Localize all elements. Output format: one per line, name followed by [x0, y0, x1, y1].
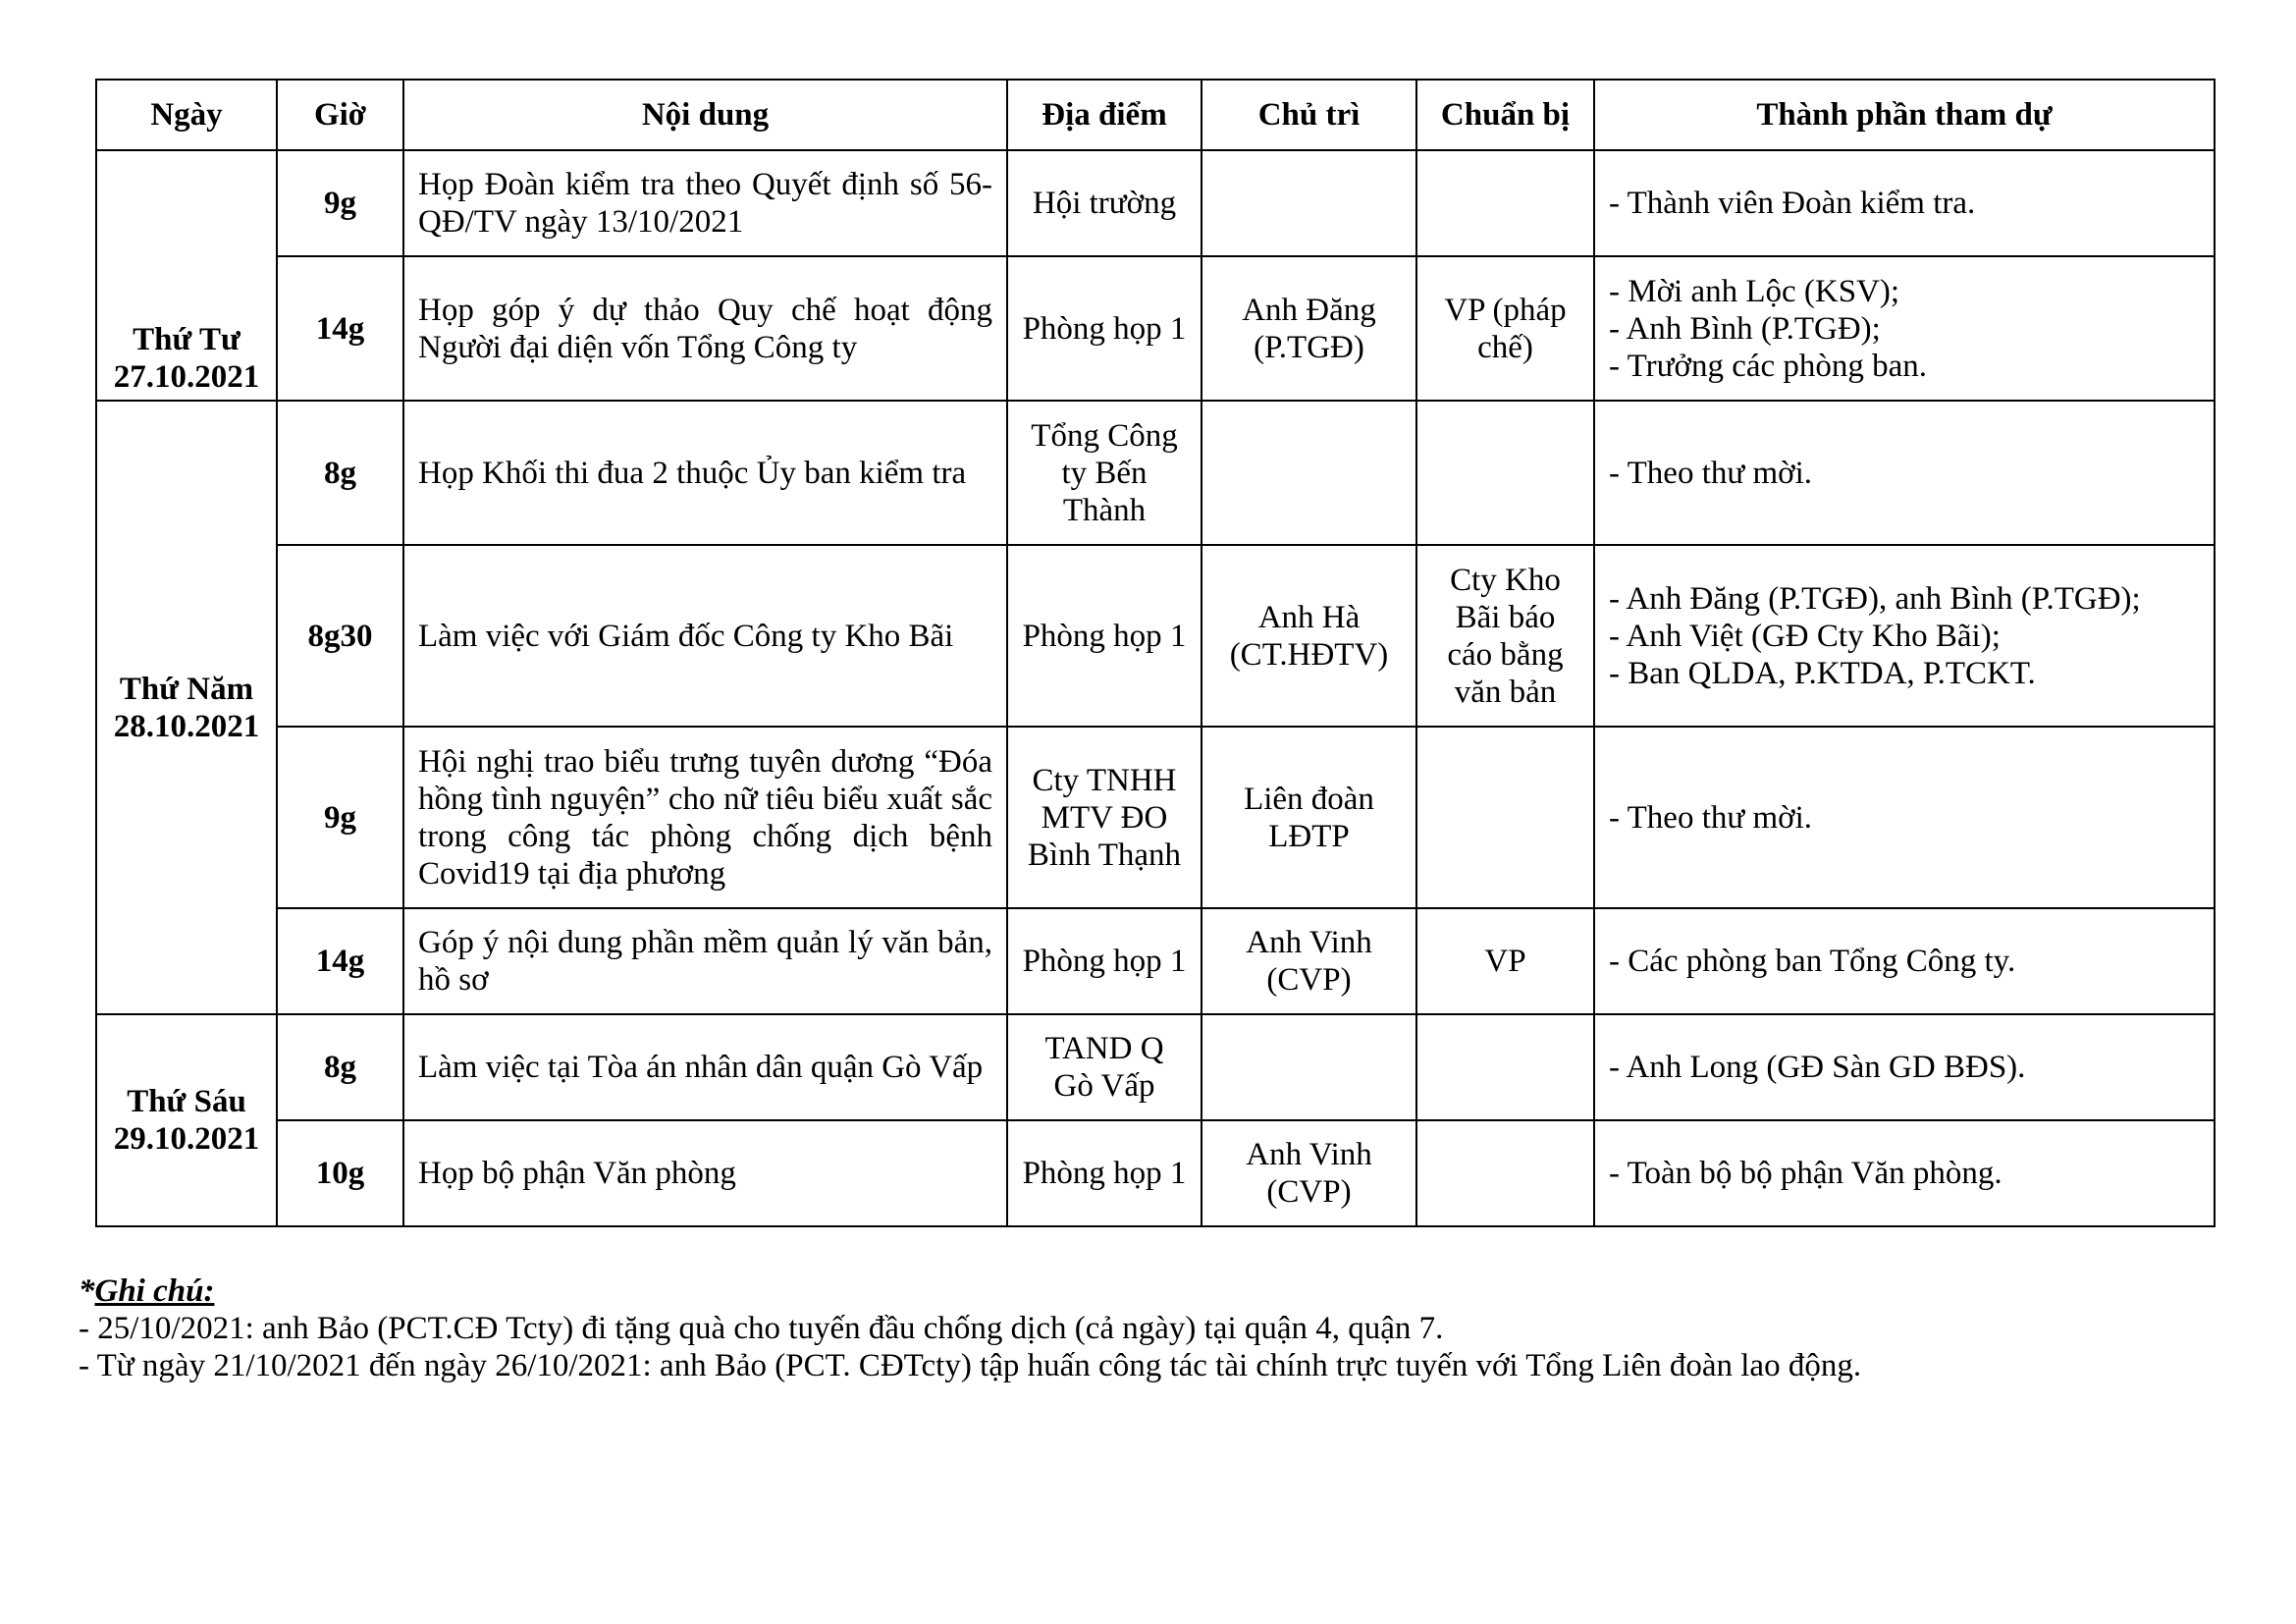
prep-cell: [1416, 401, 1594, 545]
content-cell: Làm việc tại Tòa án nhân dân quận Gò Vấp: [403, 1014, 1007, 1120]
header-chair: Chủ trì: [1201, 80, 1416, 150]
day-date: 27.10.2021: [113, 359, 260, 395]
header-place: Địa điểm: [1007, 80, 1201, 150]
attendees-cell: [1594, 545, 2215, 727]
content-cell: Họp góp ý dự thảo Quy chế hoạt động Người đại diện vốn Tổng Công ty: [403, 256, 1007, 401]
time-cell: 8g: [277, 401, 403, 545]
attendee-line: - Anh Long (GĐ Sàn GD BĐS).: [1609, 1050, 2026, 1085]
schedule-table: [95, 79, 2216, 1227]
chair-cell: [1201, 401, 1416, 545]
attendees-cell: [1594, 401, 2215, 545]
attendees-cell: [1594, 1120, 2215, 1226]
place-cell: Phòng họp 1: [1007, 545, 1201, 727]
attendees-cell: [1594, 150, 2215, 256]
header-prep: Chuẩn bị: [1416, 80, 1594, 150]
content-cell: Họp Khối thi đua 2 thuộc Ủy ban kiểm tra: [403, 401, 1007, 545]
header-content: Nội dung: [403, 80, 1007, 150]
prep-cell: [1416, 1014, 1594, 1120]
prep-cell: [1416, 1120, 1594, 1226]
attendee-line: - Anh Việt (GĐ Cty Kho Bãi);: [1609, 618, 2001, 654]
header-time: Giờ: [277, 80, 403, 150]
day-cell: [96, 401, 277, 1014]
day-cell: [96, 1014, 277, 1226]
content-cell: Họp Đoàn kiểm tra theo Quyết định số 56-QĐ/TV ngày 13/10/2021: [403, 150, 1007, 256]
table-row: [96, 401, 2215, 545]
attendees-cell: [1594, 908, 2215, 1014]
time-cell: 9g: [277, 150, 403, 256]
attendee-line: - Toàn bộ bộ phận Văn phòng.: [1609, 1156, 2002, 1191]
table-row: [96, 150, 2215, 256]
note-item: - Từ ngày 21/10/2021 đến ngày 26/10/2021: anh Bảo (PCT. CĐTcty) tập huấn công tác tài chính trực tuyến với Tổng Liên đoàn lao động.: [79, 1348, 1862, 1383]
chair-cell: Anh Hà (CT.HĐTV): [1201, 545, 1416, 727]
attendee-line: - Ban QLDA, P.KTDA, P.TCKT.: [1609, 655, 2036, 691]
place-cell: TAND Q Gò Vấp: [1007, 1014, 1201, 1120]
schedule-page: [95, 79, 2214, 1227]
attendee-line: - Thành viên Đoàn kiểm tra.: [1609, 186, 1976, 221]
prep-cell: VP (pháp chế): [1416, 256, 1594, 401]
prep-cell: VP: [1416, 908, 1594, 1014]
table-row: [96, 256, 2215, 401]
time-cell: 9g: [277, 727, 403, 908]
attendee-line: - Anh Đăng (P.TGĐ), anh Bình (P.TGĐ);: [1609, 580, 2141, 617]
place-cell: Phòng họp 1: [1007, 908, 1201, 1014]
attendee-line: - Theo thư mời.: [1609, 455, 1813, 491]
table-row: [96, 1014, 2215, 1120]
attendees-cell: [1594, 1014, 2215, 1120]
time-cell: 8g30: [277, 545, 403, 727]
place-cell: Phòng họp 1: [1007, 1120, 1201, 1226]
chair-cell: Anh Vinh (CVP): [1201, 908, 1416, 1014]
table-row: [96, 727, 2215, 908]
header-row: [96, 80, 2215, 150]
place-cell: Hội trường: [1007, 150, 1201, 256]
attendees-cell: [1594, 256, 2215, 401]
time-cell: 14g: [277, 908, 403, 1014]
prep-cell: Cty Kho Bãi báo cáo bằng văn bản: [1416, 545, 1594, 727]
attendee-line: - Anh Bình (P.TGĐ);: [1609, 310, 1881, 347]
day-date: 29.10.2021: [113, 1121, 260, 1157]
attendee-line: - Mời anh Lộc (KSV);: [1609, 273, 1900, 309]
header-day: Ngày: [96, 80, 277, 150]
attendee-line: - Các phòng ban Tổng Công ty.: [1609, 944, 2016, 979]
day-name: Thứ Tư: [133, 322, 240, 357]
day-name: Thứ Năm: [119, 671, 254, 707]
chair-cell: [1201, 150, 1416, 256]
content-cell: Làm việc với Giám đốc Công ty Kho Bãi: [403, 545, 1007, 727]
place-cell: Phòng họp 1: [1007, 256, 1201, 401]
header-attendees: Thành phần tham dự: [1594, 80, 2215, 150]
chair-cell: Anh Vinh (CVP): [1201, 1120, 1416, 1226]
day-cell: [96, 150, 277, 401]
attendees-cell: [1594, 727, 2215, 908]
notes-star: *: [79, 1273, 95, 1309]
time-cell: 10g: [277, 1120, 403, 1226]
chair-cell: Liên đoàn LĐTP: [1201, 727, 1416, 908]
note-item: - 25/10/2021: anh Bảo (PCT.CĐ Tcty) đi tặng quà cho tuyến đầu chống dịch (cả ngày) tại quận 4, quận 7.: [79, 1311, 1444, 1346]
content-cell: Họp bộ phận Văn phòng: [403, 1120, 1007, 1226]
time-cell: 14g: [277, 256, 403, 401]
chair-cell: Anh Đăng (P.TGĐ): [1201, 256, 1416, 401]
notes-section: [79, 1272, 2218, 1384]
notes-title-text: Ghi chú:: [94, 1273, 215, 1309]
prep-cell: [1416, 727, 1594, 908]
day-name: Thứ Sáu: [127, 1084, 246, 1119]
time-cell: 8g: [277, 1014, 403, 1120]
table-row: [96, 908, 2215, 1014]
place-cell: Tổng Công ty Bến Thành: [1007, 401, 1201, 545]
content-cell: Góp ý nội dung phần mềm quản lý văn bản, hồ sơ: [403, 908, 1007, 1014]
chair-cell: [1201, 1014, 1416, 1120]
notes-title: [79, 1272, 2218, 1310]
day-date: 28.10.2021: [113, 708, 260, 744]
attendee-line: - Theo thư mời.: [1609, 799, 1813, 836]
attendee-line: - Trưởng các phòng ban.: [1609, 348, 1928, 384]
content-cell: Hội nghị trao biểu trưng tuyên dương “Đóa hồng tình nguyện” cho nữ tiêu biểu xuất sắc trong công tác phòng chống dịch bệnh Covid19 tại địa phương: [403, 727, 1007, 908]
place-cell: Cty TNHH MTV ĐO Bình Thạnh: [1007, 727, 1201, 908]
prep-cell: [1416, 150, 1594, 256]
table-row: [96, 1120, 2215, 1226]
table-row: [96, 545, 2215, 727]
